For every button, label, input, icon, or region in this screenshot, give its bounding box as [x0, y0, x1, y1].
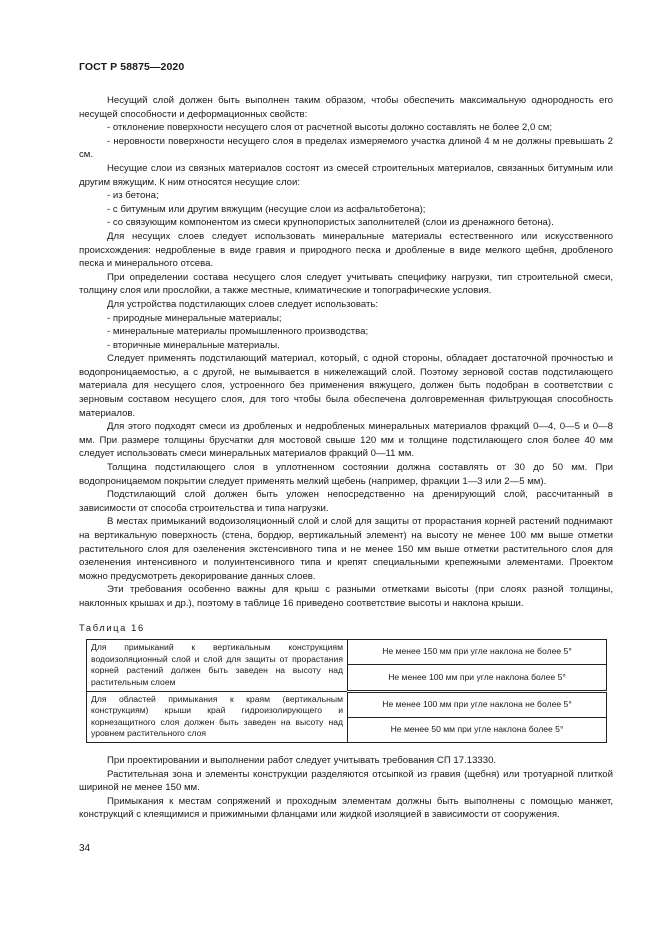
list-item: - с битумным или другим вяжущим (несущие слои из асфальтобетона);: [107, 203, 426, 215]
table-cell-condition: Для областей примыкания к краям (вертикальным конструкциям) крыши край гидроизолирующего и корнезащитного слоя должен быть заведен на высоту над уровнем растительного слоя: [87, 691, 348, 742]
paragraph: Толщина подстилающего слоя в уплотненном состоянии должна составлять от 30 до 50 мм. При водопроницаемом покрытии следует применять мелкий щебень (например, фракции 1—3 или 2—5 мм).: [79, 462, 613, 487]
table-cell-requirement: Не менее 100 мм при угле наклона более 5°: [348, 665, 607, 691]
table-cell-requirement: Не менее 100 мм при угле наклона не более 5°: [348, 691, 607, 717]
table-caption: Таблица 16: [79, 621, 145, 633]
list-item: - неровности поверхности несущего слоя в пределах измеряемого участка длиной 4 м не должны превышать 2 см.: [79, 135, 613, 161]
paragraph: В местах примыканий водоизоляционный слой и слой для защиты от прорастания корней растений поднимают на вертикальную поверхность (стена, бордюр, вертикальный элемент) на высоту не менее 100 мм выше отметки растительного слоя для озеленения экстенсивного типа и не менее 150 мм выше отметки растительного слоя для озеленения интенсивного и полуинтенсивного типа и крепят специальными крепежными элементами. Проектом можно предусмотреть декорирование данных слоев.: [79, 516, 613, 582]
document-body: [79, 94, 613, 822]
list-item: - минеральные материалы промышленного производства;: [107, 326, 369, 338]
table-row: [87, 691, 607, 717]
body-section-1: [79, 94, 613, 611]
list-item: - вторичные минеральные материалы.: [107, 339, 280, 351]
paragraph: Несущий слой должен быть выполнен таким образом, чтобы обеспечить максимальную однородность его несущей способности и деформационных свойств:: [79, 95, 613, 120]
paragraph: При определении состава несущего слоя следует учитывать специфику нагрузки, тип строительной смеси, толщину слоя или прослойки, а также местные, климатические и топографические условия.: [79, 271, 613, 297]
paragraph: Подстилающий слой должен быть уложен непосредственно на дренирующий слой, рассчитанный в зависимости от способа строительства и типа нагрузки.: [79, 489, 613, 514]
list-item: - отклонение поверхности несущего слоя от расчетной высоты должно составлять не более 2,0 см;: [107, 122, 553, 134]
list-item: - природные минеральные материалы;: [107, 312, 282, 324]
paragraph: Растительная зона и элементы конструкции разделяются отсыпкой из гравия (щебня) или тротуарной плиткой шириной не менее 150 мм.: [79, 768, 613, 794]
paragraph: Для устройства подстилающих слоев следует использовать:: [107, 298, 379, 310]
list-item: - из бетона;: [107, 190, 159, 202]
table-cell-condition: Для примыканий к вертикальным конструкциям водоизоляционный слой и слой для защиты от прорастания корней растений должен быть заведен на высоту над растительным слоем: [87, 640, 348, 691]
paragraph: Следует применять подстилающий материал, который, с одной стороны, обладает достаточной прочностью и водопроницаемостью, а с другой, не вымывается в нижележащий слой. Поэтому зерновой состав подстилающего материала для несущего слоя, устроенного без применения вяжущего, должен быть подобран в соответствии с зерновым составом несущего слоя, для того чтобы была обеспечена долговременная фильтрующая способность материалов.: [79, 353, 613, 419]
paragraph: Эти требования особенно важны для крыш с разными отметками высоты (при слоях разной толщины, наклонных крышах и др.), поэтому в таблице 16 приведено соответствие высоты и наклона крыши.: [79, 584, 613, 609]
table-16: [86, 639, 607, 743]
list-item: - со связующим компонентом из смеси крупнопористых заполнителей (слои из дренажного бетона).: [107, 217, 554, 229]
paragraph: Для несущих слоев следует использовать минеральные материалы естественного или искусственного происхождения: недробленые в виде гравия и природного песка и дробленые в виде мелкого щебня, дробленого песка и минерального отсева.: [79, 230, 613, 270]
page-number: 34: [79, 843, 91, 854]
paragraph: При проектировании и выполнении работ следует учитывать требования СП 17.13330.: [107, 754, 497, 766]
paragraph: Для этого подходят смеси из дробленых и недробленых минеральных материалов фракций 0—4, 0—5 и 0—8 мм. При размере толщины брусчатки для мостовой свыше 120 мм и толщине подстилающего слоя более 40 мм следует использовать смеси минеральных материалов фракций 0—11 мм.: [79, 421, 613, 460]
paragraph: Несущие слои из связных материалов состоят из смесей строительных материалов, связанных битумным или другим вяжущим. К ним относятся несущие слои:: [79, 162, 613, 188]
body-section-2: [79, 754, 613, 822]
table-cell-requirement: Не менее 150 мм при угле наклона не более 5°: [348, 640, 607, 665]
document-header: ГОСТ Р 58875—2020: [79, 61, 185, 73]
table-row: [87, 640, 607, 665]
paragraph: Примыкания к местам сопряжений и проходным элементам должны быть выполнены с помощью манжет, конструкций с клеящимися и прижимными фланцами или жидкой изоляцией в зависимости от сооружения.: [79, 795, 613, 821]
table-cell-requirement: Не менее 50 мм при угле наклона более 5°: [348, 717, 607, 742]
